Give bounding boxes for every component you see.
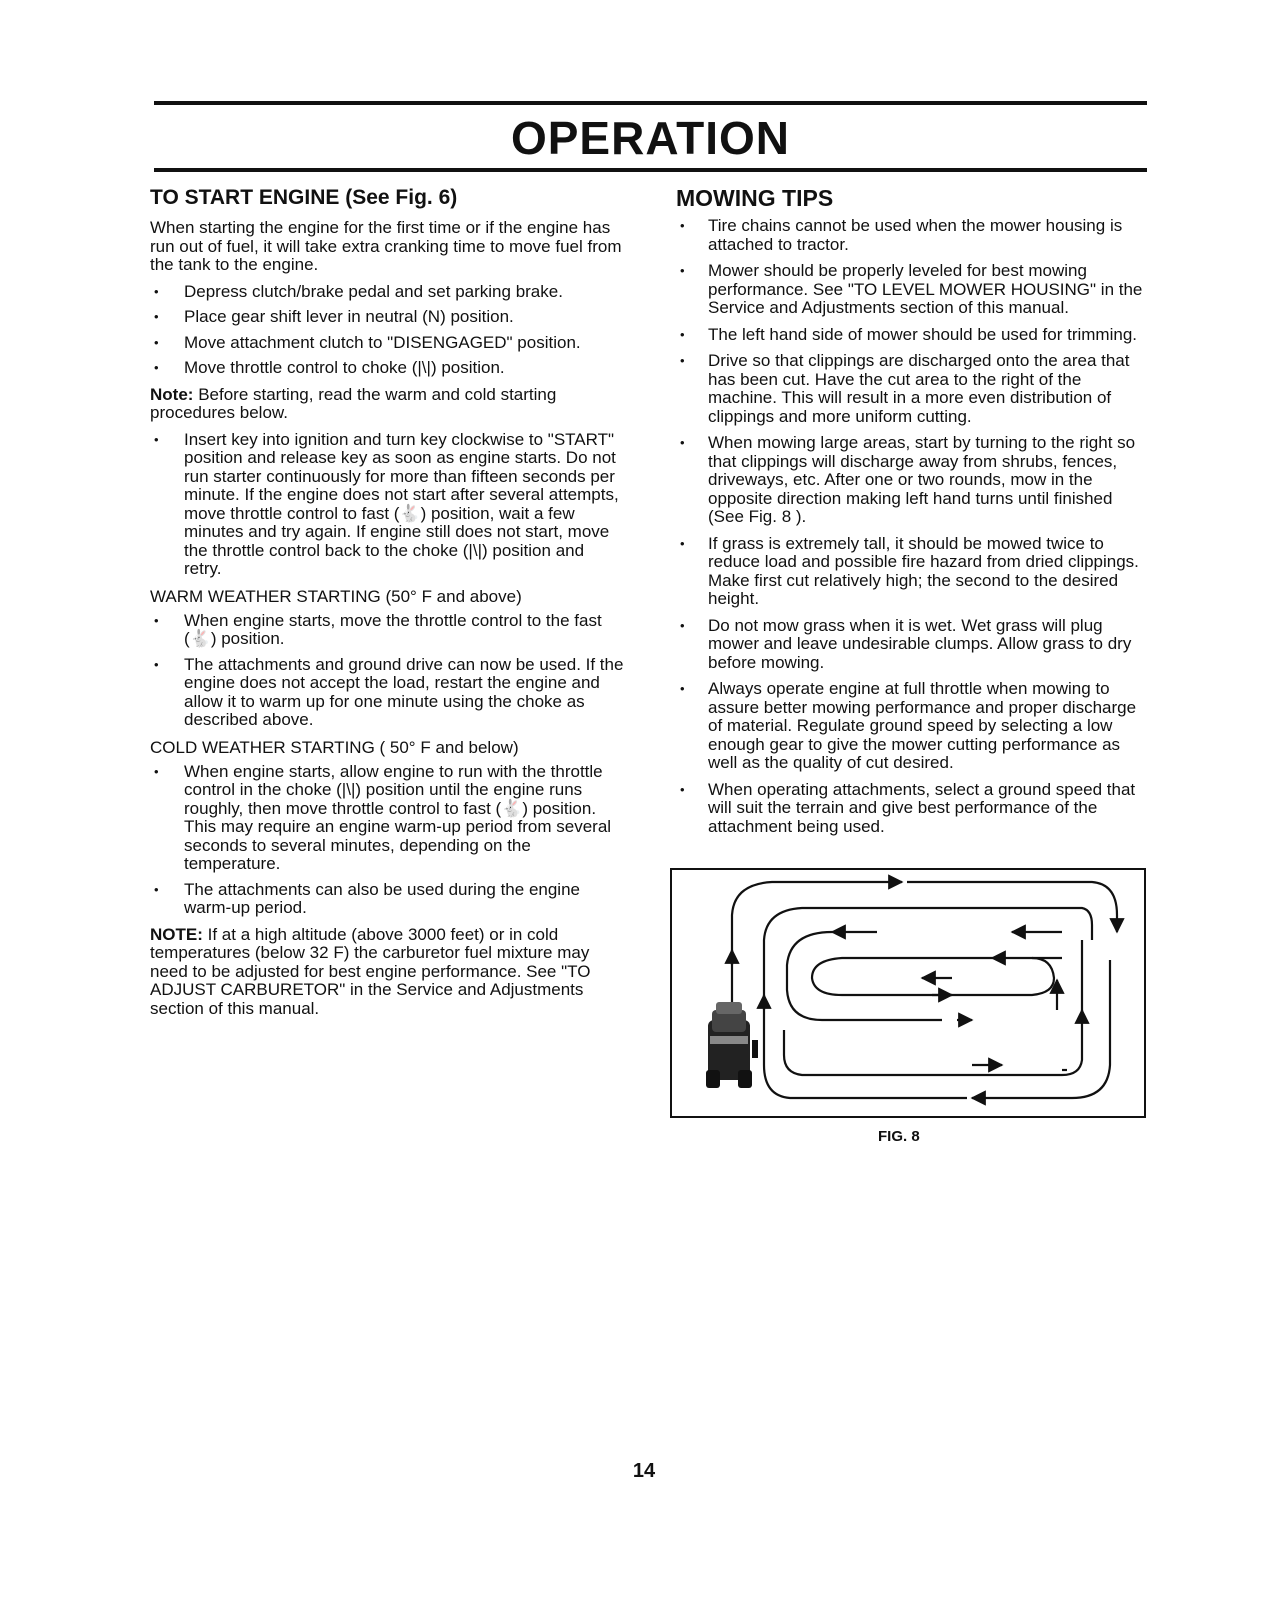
list-item: • When operating attachments, select a ground speed that will suit the terrain and give best performance of the attachment being used. <box>676 781 1150 837</box>
mowing-tips-section <box>676 185 1150 844</box>
inner-path <box>787 932 942 1020</box>
list-item: • When engine starts, move the throttle control to the fast (🐇) position. <box>150 612 624 649</box>
mowing-tips-list <box>676 217 1150 836</box>
outer-path <box>972 960 1110 1098</box>
start-steps-list <box>150 283 624 378</box>
mowing-pattern-diagram <box>672 870 1144 1116</box>
list-item: • If grass is extremely tall, it should be mowed twice to reduce load and possible fire hazard from dried clippings. Make first cut relatively high; the second to the desired height. <box>676 535 1150 609</box>
list-item: • When mowing large areas, start by turning to the right so that clippings will discharge away from shrubs, fences, driveways, etc. After one or two rounds, mow in the opposite direction making left hand turns until finished (See Fig. 8 ). <box>676 434 1150 527</box>
altitude-note-label: NOTE: <box>150 924 203 944</box>
tractor-icon <box>706 1002 758 1088</box>
outer-path <box>732 882 902 965</box>
start-engine-heading: TO START ENGINE (See Fig. 6) <box>150 186 458 209</box>
list-item: • Tire chains cannot be used when the mower housing is attached to tractor. <box>676 217 1150 254</box>
page-title: OPERATION <box>510 112 791 164</box>
figure-caption: FIG. 8 <box>878 1128 920 1145</box>
list-item: • The left hand side of mower should be used for trimming. <box>676 326 1150 345</box>
warm-weather-heading: WARM WEATHER STARTING (50° F and above) <box>150 586 522 606</box>
mowing-tips-heading: MOWING TIPS <box>676 185 834 211</box>
note-label: Note: <box>150 384 194 404</box>
list-item: • The attachments can also be used during the engine warm-up period. <box>150 881 624 918</box>
note-text: Before starting, read the warm and cold starting procedures below. <box>150 384 557 422</box>
list-item: • When engine starts, allow engine to run with the throttle control in the choke (|\|) position until the engine runs roughly, then move throttle control to fast (🐇) position. This may require an engine warm-up period from several seconds to several minutes, depending on the temperature. <box>150 763 624 874</box>
note-paragraph <box>150 386 624 423</box>
page-number: 14 <box>632 1460 656 1482</box>
list-item: • Insert key into ignition and turn key clockwise to "START" position and release key as soon as engine starts. Do not run starter continuously for more than fifteen seconds per minute. If the engine does not start after several attempts, move throttle control to fast (🐇) position, wait a few minutes and try again. If engine still does not start, move the throttle control back to the choke (|\|) position and retry. <box>150 431 624 579</box>
ignition-steps-list <box>150 431 624 579</box>
cold-weather-heading: COLD WEATHER STARTING ( 50° F and below) <box>150 737 519 757</box>
start-engine-intro: When starting the engine for the first time or if the engine has run out of fuel, it will take extra cranking time to move fuel from the tank to the engine. <box>150 218 622 274</box>
list-item: • Move attachment clutch to "DISENGAGED" position. <box>150 334 624 353</box>
list-item: • Drive so that clippings are discharged onto the area that has been cut. Have the cut area to the right of the machine. This will result in a more even distribution of clippings and more uniform cutting. <box>676 352 1150 426</box>
mowing-pattern-figure <box>670 868 1146 1118</box>
cold-steps-list <box>150 763 624 918</box>
list-item: • Mower should be properly leveled for best mowing performance. See "TO LEVEL MOWER HOUSING" in the Service and Adjustments section of this manual. <box>676 262 1150 318</box>
list-item: • Depress clutch/brake pedal and set parking brake. <box>150 283 624 302</box>
start-engine-section <box>150 185 624 1026</box>
altitude-note-paragraph <box>150 926 624 1019</box>
list-item: • Move throttle control to choke (|\|) position. <box>150 359 624 378</box>
altitude-note-text: If at a high altitude (above 3000 feet) or in cold temperatures (below 32 F) the carburetor fuel mixture may need to be adjusted for best engine performance. See "TO ADJUST CARBURETOR" in the Service and Adjustments section of this manual. <box>150 924 591 1018</box>
top-rule <box>154 101 1147 105</box>
list-item: • Do not mow grass when it is wet. Wet grass will plug mower and leave undesirable clumps. Allow grass to dry before mowing. <box>676 617 1150 673</box>
list-item: • Always operate engine at full throttle when mowing to assure better mowing performance and proper discharge of material. Regulate ground speed by selecting a low enough gear to give the mower cutting performance as well as the quality of cut desired. <box>676 680 1150 773</box>
list-item: • Place gear shift lever in neutral (N) position. <box>150 308 624 327</box>
warm-steps-list <box>150 612 624 730</box>
outer-path <box>764 990 967 1098</box>
list-item: • The attachments and ground drive can now be used. If the engine does not accept the load, restart the engine and allow it to warm up for one minute using the choke as described above. <box>150 656 624 730</box>
title-bottom-rule <box>154 168 1147 172</box>
inner-path <box>812 958 1054 995</box>
